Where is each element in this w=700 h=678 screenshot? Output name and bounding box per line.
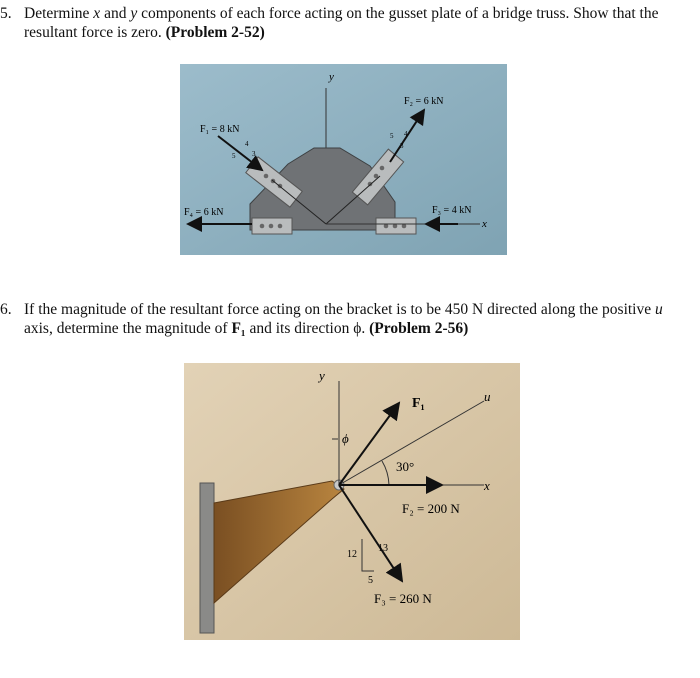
gusset-plate-figure bbox=[180, 64, 507, 255]
phi-label: ϕ bbox=[342, 431, 349, 446]
axis-x-label: x bbox=[484, 478, 490, 493]
svg-text:5: 5 bbox=[232, 152, 236, 160]
angle-label: 30° bbox=[396, 459, 415, 474]
force-f1-label: F₁ = 8 kN bbox=[200, 124, 240, 135]
problem-text: If the magnitude of the resultant force acting on the bracket is to be 450 N directed along the positive u axis, determine the magnitude of F₁ and its direction ϕ. (Problem 2-56) bbox=[24, 301, 663, 337]
problem-text: Determine x and y components of each force acting on the gusset plate of a bridge truss. Show that the resultant force is zero. (Problem 2-52) bbox=[24, 5, 659, 41]
bracket-figure bbox=[184, 363, 520, 640]
svg-text:12: 12 bbox=[347, 549, 357, 560]
problem-reference: (Problem 2-56) bbox=[369, 320, 469, 337]
svg-text:4: 4 bbox=[245, 140, 249, 148]
problem-number: 6. bbox=[0, 301, 12, 318]
problem-6 bbox=[0, 300, 690, 340]
svg-text:13: 13 bbox=[378, 543, 388, 554]
problem-5 bbox=[0, 4, 690, 44]
force-f3-label: F₃ = 260 N bbox=[374, 591, 432, 606]
force-f2-label: F₂ = 200 N bbox=[402, 501, 460, 516]
svg-text:5: 5 bbox=[368, 575, 373, 586]
wall bbox=[200, 483, 214, 633]
force-f1-label: F₁ bbox=[412, 396, 425, 411]
axis-u-label: u bbox=[484, 389, 491, 404]
svg-text:4: 4 bbox=[404, 130, 408, 138]
member-left-horizontal bbox=[252, 218, 292, 234]
problem-number: 5. bbox=[0, 5, 12, 22]
force-f2-label: F₂ = 6 kN bbox=[404, 96, 444, 107]
axis-y-label: y bbox=[329, 71, 334, 83]
axis-x-label: x bbox=[482, 218, 487, 230]
force-f4-label: F₄ = 6 kN bbox=[184, 207, 224, 218]
gusset-plate-diagram bbox=[180, 64, 507, 255]
bracket-diagram bbox=[184, 363, 520, 640]
member-right-horizontal bbox=[376, 218, 416, 234]
svg-text:3: 3 bbox=[252, 150, 256, 158]
svg-text:3: 3 bbox=[400, 142, 404, 150]
force-f3-label: F₃ = 4 kN bbox=[432, 205, 472, 216]
problem-reference: (Problem 2-52) bbox=[165, 24, 265, 41]
axis-y-label: y bbox=[319, 368, 325, 383]
svg-text:5: 5 bbox=[390, 132, 394, 140]
